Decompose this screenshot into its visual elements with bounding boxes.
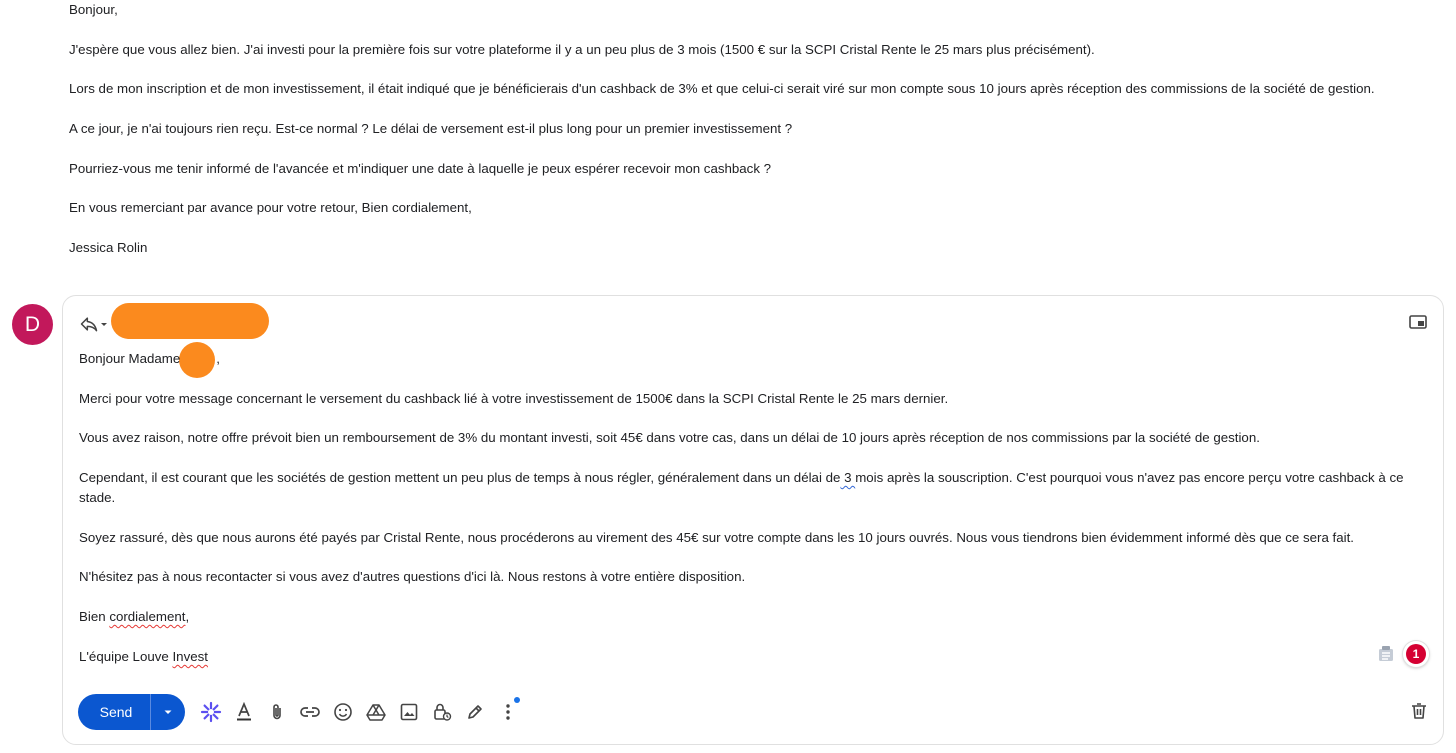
reply-paragraph: N'hésitez pas à nous recontacter si vous avez d'autres questions d'ici là. Nous restons à votre entière disposition.: [79, 569, 746, 585]
send-options-button[interactable]: [151, 694, 185, 730]
drive-icon[interactable]: [360, 696, 392, 728]
send-button-group: [78, 694, 185, 730]
more-options-icon[interactable]: [492, 696, 524, 728]
quoted-paragraph: A ce jour, je n'ai toujours rien reçu. Est-ce normal ? Le délai de versement est-il plus long pour un premier investissement ?: [69, 121, 793, 137]
link-icon[interactable]: [294, 696, 326, 728]
quoted-paragraph: Pourriez-vous me tenir informé de l'avancée et m'indiquer une date à laquelle je peux espérer recevoir mon cashback ?: [69, 160, 772, 176]
quoted-paragraph: Lors de mon inscription et de mon investissement, il était indiqué que je bénéficierais d'un cashback de 3% et que celui-ci serait viré sur mon compte sous 10 jours après réception des commissions de la société de gestion.: [69, 81, 1375, 97]
new-feature-dot: [514, 697, 520, 703]
redacted-recipient: [111, 303, 269, 339]
reply-body-editor[interactable]: [79, 349, 1409, 687]
reply-paragraph: Cependant, il est courant que les sociétés de gestion mettent un peu plus de temps à nous régler, généralement dans un délai de 3 mois après la souscription. C'est pourquoi vous n'avez pas encore perçu votre cashback à ce stade.: [79, 470, 1404, 506]
reply-compose-box: [62, 295, 1444, 745]
avatar[interactable]: D: [12, 304, 53, 345]
reply-paragraph: Vous avez raison, notre offre prévoit bien un remboursement de 3% du montant investi, soit 45€ dans votre cas, dans un délai de 10 jours après réception de nos commissions par la société de gestion.: [79, 430, 1260, 446]
quoted-signature: Jessica Rolin: [69, 240, 148, 256]
discard-draft-icon[interactable]: [1411, 702, 1427, 720]
editor-side-icons: [1377, 641, 1429, 667]
spelling-suggestion[interactable]: cordialement: [109, 609, 186, 625]
reply-type-selector[interactable]: [79, 312, 109, 336]
image-icon[interactable]: [393, 696, 425, 728]
reply-dropdown-caret-icon[interactable]: [99, 319, 109, 329]
grammar-suggestion[interactable]: 3: [840, 470, 856, 486]
send-button[interactable]: Send: [78, 694, 150, 730]
spelling-suggestion[interactable]: Invest: [172, 648, 208, 664]
signature-pen-icon[interactable]: [459, 696, 491, 728]
reply-paragraph: Soyez rassuré, dès que nous aurons été payés par Cristal Rente, nous procéderons au virement des 45€ sur votre compte dans les 10 jours ouvrés. Nous vous tiendrons bien évidemment informé dès que ce sera fait.: [79, 529, 1354, 545]
formatting-tools: [195, 696, 525, 728]
reply-arrow-icon[interactable]: [79, 314, 99, 334]
quoted-paragraph: En vous remerciant par avance pour votre retour, Bien cordialement,: [69, 200, 472, 216]
chevron-down-icon: [163, 707, 173, 717]
reply-signature: L'équipe Louve Invest: [79, 648, 208, 664]
emoji-icon[interactable]: [327, 696, 359, 728]
notification-badge[interactable]: 1: [1403, 641, 1429, 667]
writing-assistant-icon[interactable]: [1377, 645, 1395, 663]
popout-icon[interactable]: [1409, 314, 1427, 330]
text-format-icon[interactable]: [228, 696, 260, 728]
quoted-paragraph: J'espère que vous allez bien. J'ai investi pour la première fois sur votre plateforme il y a un peu plus de 3 mois (1500 € sur la SCPI Cristal Rente le 25 mars plus précisément).: [69, 41, 1095, 57]
confidential-lock-icon[interactable]: [426, 696, 458, 728]
quoted-greeting: Bonjour,: [69, 2, 118, 17]
compose-toolbar: [78, 693, 525, 731]
quoted-message: [69, 0, 1439, 278]
attach-icon[interactable]: [261, 696, 293, 728]
reply-closing: Bien cordialement,: [79, 609, 190, 625]
reply-greeting: Bonjour Madame ,: [79, 351, 220, 366]
reply-paragraph: Merci pour votre message concernant le versement du cashback lié à votre investissement de 1500€ dans la SCPI Cristal Rente le 25 mars dernier.: [79, 390, 949, 406]
sparkle-icon[interactable]: [195, 696, 227, 728]
